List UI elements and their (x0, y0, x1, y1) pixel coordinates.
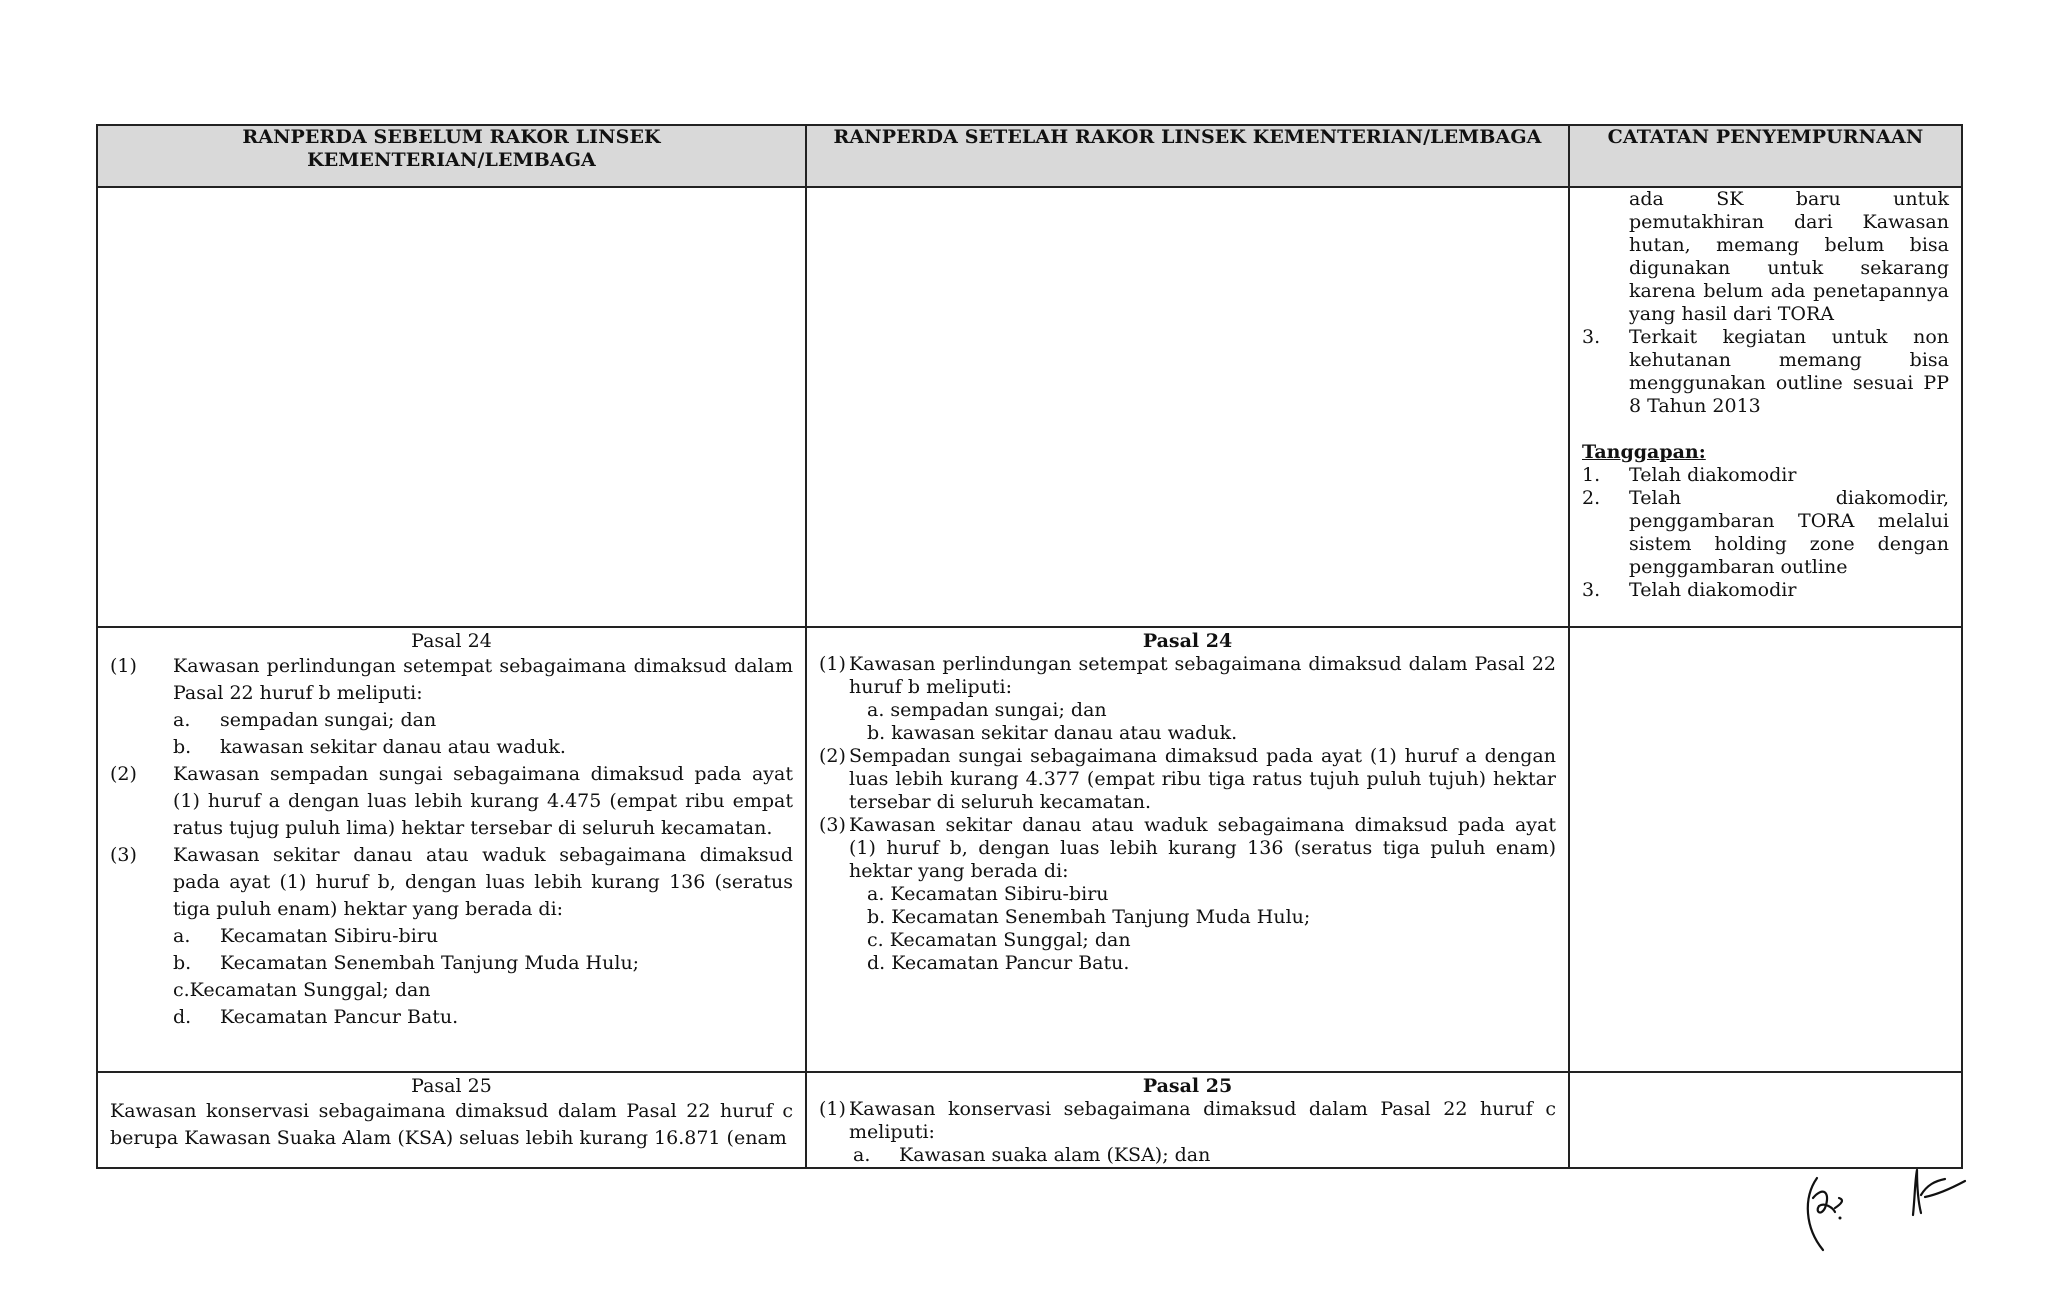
ayat-1 (819, 1098, 1556, 1144)
ayat-text: Kawasan sekitar danau atau waduk sebagaimana dimaksud pada ayat (1) huruf b, dengan luas lebih kurang 136 (seratus tiga puluh enam) hektar yang berada di: (849, 814, 1556, 882)
ayat-text: Kawasan sekitar danau atau waduk sebagaimana dimaksud pada ayat (1) huruf b, dengan luas lebih kurang 136 (seratus tiga puluh enam) hektar yang berada di: (173, 844, 793, 920)
tanggapan-number: 1. (1582, 464, 1601, 486)
list-letter: d. (173, 1006, 192, 1028)
pasal-title: Pasal 24 (1142, 630, 1233, 652)
list-text: Kecamatan Senembah Tanjung Muda Hulu; (220, 952, 640, 974)
list-item (110, 923, 793, 950)
list-item: a. sempadan sungai; dan (867, 699, 1107, 721)
list-text: kawasan sekitar danau atau waduk. (220, 736, 566, 758)
note-continued: ada SK baru untuk pemutakhiran dari Kawasan hutan, memang belum bisa digunakan untuk sekarang karena belum ada penetapannya yang hasil dari TORA (1629, 188, 1949, 325)
tanggapan-item (1582, 579, 1949, 602)
cell-after-empty (806, 187, 1569, 627)
tanggapan-item (1582, 487, 1949, 579)
cell-before-pasal-25 (97, 1072, 806, 1168)
list-letter: a. (173, 709, 191, 731)
table-row (97, 627, 1962, 1072)
tanggapan-text: Telah diakomodir (1629, 579, 1797, 601)
list-text: sempadan sungai; dan (220, 709, 437, 731)
ayat-text: Kawasan sempadan sungai sebagaimana dimaksud pada ayat (1) huruf a dengan luas lebih kurang 4.475 (empat ribu empat ratus tujug puluh lima) hektar tersebar di seluruh kecamatan. (173, 763, 793, 839)
ayat-2 (110, 761, 793, 842)
cell-after-pasal-24 (806, 627, 1569, 1072)
list-item (110, 734, 793, 761)
table-row (97, 1072, 1962, 1168)
header-row (97, 125, 1962, 187)
signature-initials-2 (1905, 1165, 1975, 1225)
cell-before-empty (97, 187, 806, 627)
ayat-1 (819, 653, 1556, 699)
list-letter: a. (173, 925, 191, 947)
tanggapan-text: Telah diakomodir, penggambaran TORA melalui sistem holding zone dengan penggambaran outline (1629, 487, 1949, 578)
list-item: b. Kecamatan Senembah Tanjung Muda Hulu; (867, 906, 1311, 928)
ayat-1 (110, 653, 793, 707)
table-row (97, 187, 1962, 627)
ayat-number: (1) (819, 653, 846, 675)
cell-notes (1569, 187, 1962, 627)
list-item: b. kawasan sekitar danau atau waduk. (867, 722, 1238, 744)
cell-notes-empty (1569, 627, 1962, 1072)
tanggapan-label: Tanggapan: (1582, 441, 1706, 463)
pasal-title: Pasal 25 (411, 1075, 492, 1097)
pasal-title: Pasal 25 (1142, 1075, 1233, 1097)
ayat-number: (2) (110, 763, 137, 785)
list-item (819, 1144, 1556, 1167)
list-item (110, 707, 793, 734)
signature-initials-1 (1795, 1168, 1865, 1258)
list-letter: b. (173, 736, 192, 758)
list-text: Kawasan suaka alam (KSA); dan (899, 1144, 1211, 1166)
ayat-number: (3) (819, 814, 846, 836)
note-item-text: Terkait kegiatan untuk non kehutanan memang bisa menggunakan outline sesuai PP 8 Tahun 2013 (1629, 326, 1949, 417)
ayat-text: Kawasan perlindungan setempat sebagaimana dimaksud dalam Pasal 22 huruf b meliputi: (173, 655, 793, 704)
header-before: RANPERDA SEBELUM RAKOR LINSEK KEMENTERIAN/LEMBAGA (97, 125, 806, 187)
list-item (110, 1004, 793, 1031)
ayat-text: Sempadan sungai sebagaimana dimaksud pada ayat (1) huruf a dengan luas lebih kurang 4.377 (empat ribu tiga ratus tujuh puluh tujuh) hektar tersebar di seluruh kecamatan. (849, 745, 1556, 813)
cell-before-pasal-24 (97, 627, 806, 1072)
list-item: a. Kecamatan Sibiru-biru (867, 883, 1109, 905)
pasal-text: Kawasan konservasi sebagaimana dimaksud dalam Pasal 22 huruf c berupa Kawasan Suaka Alam (KSA) seluas lebih kurang 16.871 (enam (110, 1100, 793, 1149)
ayat-3 (110, 842, 793, 923)
ayat-text: Kawasan konservasi sebagaimana dimaksud dalam Pasal 22 huruf c meliputi: (849, 1098, 1556, 1143)
list-item: c.Kecamatan Sunggal; dan (173, 979, 431, 1001)
list-item (110, 950, 793, 977)
ayat-2 (819, 745, 1556, 814)
tanggapan-number: 2. (1582, 487, 1601, 509)
header-after: RANPERDA SETELAH RAKOR LINSEK KEMENTERIAN/LEMBAGA (806, 125, 1569, 187)
header-notes: CATATAN PENYEMPURNAAN (1569, 125, 1962, 187)
note-item-number: 3. (1582, 326, 1601, 348)
list-text: Kecamatan Sibiru-biru (220, 925, 439, 947)
tanggapan-text: Telah diakomodir (1629, 464, 1797, 486)
pasal-title: Pasal 24 (411, 630, 492, 652)
list-item: c. Kecamatan Sunggal; dan (867, 929, 1131, 951)
cell-after-pasal-25 (806, 1072, 1569, 1168)
ayat-number: (3) (110, 844, 137, 866)
ayat-number: (2) (819, 745, 846, 767)
comparison-table (96, 124, 1963, 1169)
note-item-3 (1582, 326, 1949, 418)
tanggapan-item (1582, 464, 1949, 487)
ayat-3 (819, 814, 1556, 883)
tanggapan-number: 3. (1582, 579, 1601, 601)
list-letter: b. (173, 952, 192, 974)
list-text: Kecamatan Pancur Batu. (220, 1006, 459, 1028)
cell-notes-empty (1569, 1072, 1962, 1168)
ayat-text: Kawasan perlindungan setempat sebagaimana dimaksud dalam Pasal 22 huruf b meliputi: (849, 653, 1556, 698)
list-item: d. Kecamatan Pancur Batu. (867, 952, 1130, 974)
ayat-number: (1) (110, 655, 137, 677)
ayat-number: (1) (819, 1098, 846, 1120)
list-letter: a. (853, 1144, 871, 1166)
